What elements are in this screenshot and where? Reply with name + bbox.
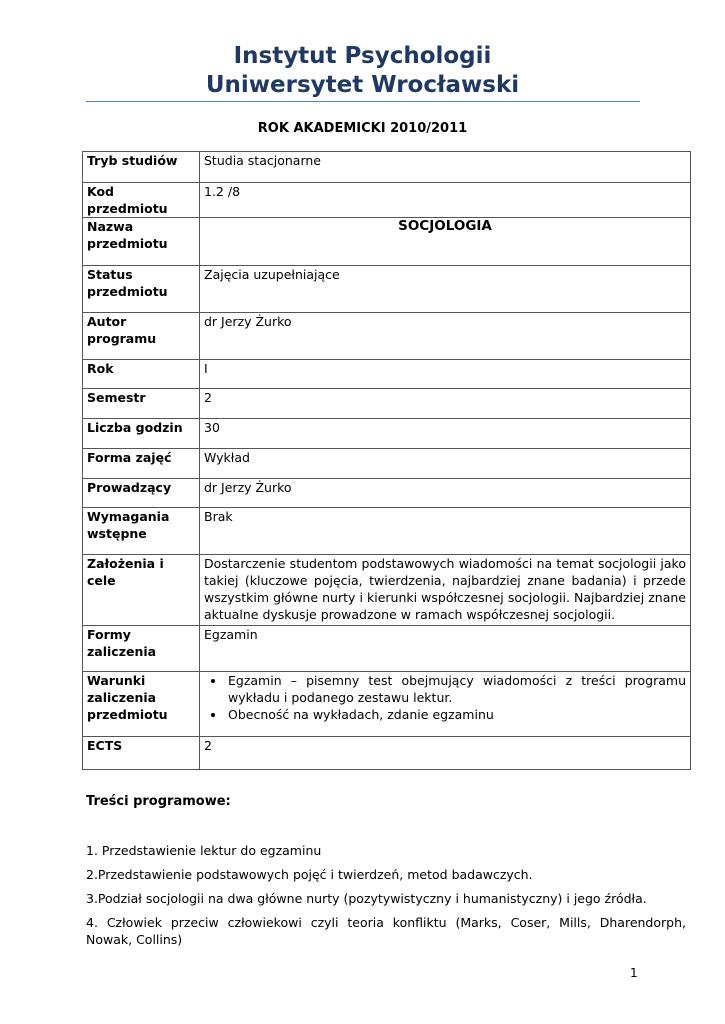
row-value: Egzamin — [200, 626, 691, 672]
row-label: Warunki zaliczenia przedmiotu — [83, 672, 200, 737]
table-row — [83, 555, 691, 626]
table-row — [83, 737, 691, 770]
row-value: 2 — [200, 389, 691, 419]
institute-name: Instytut Psychologii — [233, 43, 492, 69]
row-label: Prowadzący — [83, 479, 200, 508]
row-value: Zajęcia uzupełniające — [200, 266, 691, 313]
row-value: Dostarczenie studentom podstawowych wiadomości na temat socjologii jako takiej (kluczowe pojęcia, twierdzenia, najbardziej znane badania) i przede wszystkim główne nurty i kierunki współczesnej socjologii. Najbardziej znane aktualne dyskusje prowadzone w ramach współczesnej socjologii. — [200, 555, 691, 626]
table-row — [83, 183, 691, 218]
program-item: 4. Człowiek przeciw człowiekowi czyli teoria konfliktu (Marks, Coser, Mills, Dharendorph, Nowak, Collins) — [86, 915, 686, 947]
program-title: Treści programowe: — [86, 794, 231, 809]
row-label: Forma zajęć — [83, 449, 200, 479]
table-row — [83, 266, 691, 313]
table-row — [83, 360, 691, 389]
table-row — [83, 449, 691, 479]
page-number: 1 — [630, 966, 638, 980]
table-row — [83, 479, 691, 508]
table-row — [83, 389, 691, 419]
row-value: Studia stacjonarne — [200, 152, 691, 183]
row-label: Kod przedmiotu — [83, 183, 200, 218]
table-row — [83, 419, 691, 449]
header-rule — [86, 101, 640, 102]
table-row — [83, 508, 691, 555]
document-header — [0, 42, 725, 100]
row-label: Tryb studiów — [83, 152, 200, 183]
row-label: Rok — [83, 360, 200, 389]
table-row — [83, 313, 691, 360]
conditions-cell — [200, 672, 691, 737]
row-value: Wykład — [200, 449, 691, 479]
row-label: Liczba godzin — [83, 419, 200, 449]
table-row — [83, 218, 691, 266]
program-item: 3.Podział socjologii na dwa główne nurty (pozytywistyczny i humanistyczny) i jego źródła. — [86, 891, 647, 906]
conditions-list — [204, 672, 686, 723]
subject-name: SOCJOLOGIA — [200, 218, 691, 266]
list-item: • Obecność na wykładach, zdanie egzaminu — [226, 706, 686, 723]
course-info-table — [82, 151, 691, 770]
table-row — [83, 152, 691, 183]
program-item: 1. Przedstawienie lektur do egzaminu — [86, 843, 322, 858]
row-label: Autor programu — [83, 313, 200, 360]
table-row — [83, 672, 691, 737]
row-value: Brak — [200, 508, 691, 555]
row-label: Semestr — [83, 389, 200, 419]
row-value: 2 — [200, 737, 691, 770]
row-label: Wymagania wstępne — [83, 508, 200, 555]
row-label: ECTS — [83, 737, 200, 770]
list-item: • Egzamin – pisemny test obejmujący wiadomości z treści programu wykładu i podanego zestawu lektur. — [226, 672, 686, 706]
row-value: I — [200, 360, 691, 389]
university-name: Uniwersytet Wrocławski — [205, 72, 520, 98]
row-value: dr Jerzy Żurko — [200, 313, 691, 360]
row-value: 30 — [200, 419, 691, 449]
row-value: 1.2 /8 — [200, 183, 691, 218]
academic-year: ROK AKADEMICKI 2010/2011 — [257, 121, 468, 136]
program-item: 2.Przedstawienie podstawowych pojęć i twierdzeń, metod badawczych. — [86, 867, 533, 882]
row-label: Nazwa przedmiotu — [83, 218, 200, 266]
table-row — [83, 626, 691, 672]
row-label: Formy zaliczenia — [83, 626, 200, 672]
row-label: Założenia i cele — [83, 555, 200, 626]
row-label: Status przedmiotu — [83, 266, 200, 313]
row-value: dr Jerzy Żurko — [200, 479, 691, 508]
